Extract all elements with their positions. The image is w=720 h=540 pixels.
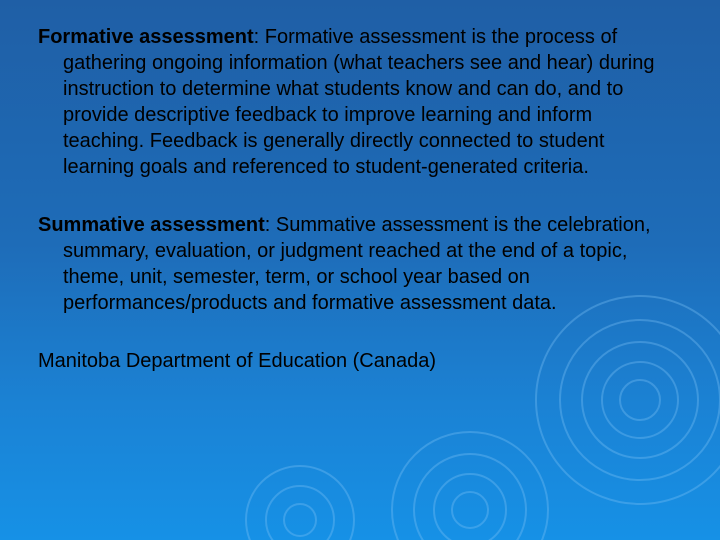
- summative-text: : Summative assessment is the celebration, summary, evaluation, or judgment reached at the end of a topic, theme, unit, semester, term, or school year based on performances/products and formative assessment data.: [63, 214, 651, 314]
- formative-text: : Formative assessment is the process of gathering ongoing information (what teachers see and hear) during instruction to determine what students know and can do, and to provide descriptive feedback to improve learning and inform teaching. Feedback is generally directly connected to student learning goals and referenced to student-generated criteria.: [63, 26, 655, 178]
- slide-content: [38, 24, 678, 374]
- formative-definition: [38, 24, 678, 180]
- formative-term: Formative assessment: [38, 26, 254, 48]
- source-citation: Manitoba Department of Education (Canada): [38, 350, 437, 372]
- summative-definition: [38, 212, 678, 316]
- summative-term: Summative assessment: [38, 214, 265, 236]
